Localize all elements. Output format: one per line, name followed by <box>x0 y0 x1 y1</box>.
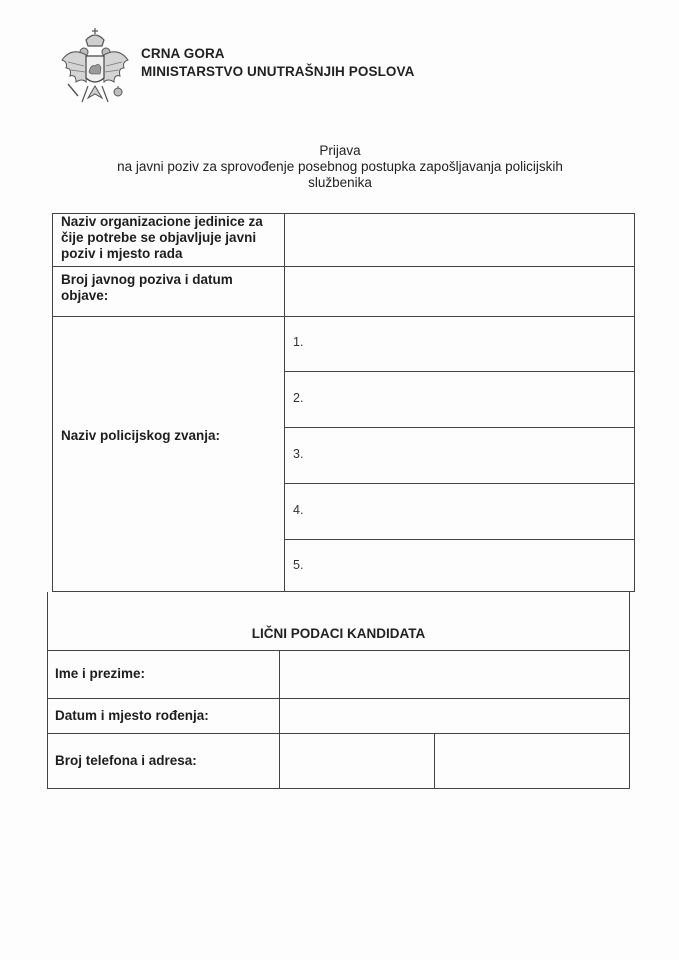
organization-header <box>141 45 414 81</box>
rank-field-1[interactable]: 1. <box>293 335 304 349</box>
title-line-3: službenika <box>308 175 372 190</box>
document-title <box>40 143 640 191</box>
montenegro-coat-of-arms-icon <box>58 26 132 112</box>
row-divider <box>53 316 634 317</box>
address-field[interactable] <box>435 734 629 788</box>
title-line-1: Prijava <box>319 143 361 158</box>
contact-label: Broj telefona i adresa: <box>55 753 197 768</box>
personal-data-table <box>47 650 630 789</box>
birth-field[interactable] <box>280 699 629 733</box>
ministry-name: MINISTARSTVO UNUTRAŠNJIH POSLOVA <box>141 64 415 79</box>
personal-data-section <box>47 592 630 651</box>
rank-row-divider <box>284 371 634 372</box>
rank-row-divider <box>284 483 634 484</box>
call-number-field[interactable] <box>285 267 634 316</box>
rank-row-divider <box>284 539 634 540</box>
rank-label: Naziv policijskog zvanja: <box>61 428 221 443</box>
org-unit-label: Naziv organizacione jedinice za čije potrebe se objavljuje javni poziv i mjesto rada <box>61 214 263 261</box>
application-details-table <box>52 213 635 592</box>
name-label: Ime i prezime: <box>55 666 146 681</box>
org-unit-field[interactable] <box>285 214 634 266</box>
name-field[interactable] <box>280 651 629 698</box>
title-line-2: na javni poziv za sprovođenje posebnog postupka zapošljavanja policijskih <box>117 159 563 174</box>
birth-label: Datum i mjesto rođenja: <box>55 708 209 723</box>
phone-field[interactable] <box>280 734 434 788</box>
rank-field-3[interactable]: 3. <box>293 447 304 461</box>
rank-field-5[interactable]: 5. <box>293 558 304 572</box>
rank-field-2[interactable]: 2. <box>293 391 304 405</box>
rank-field-4[interactable]: 4. <box>293 503 304 517</box>
call-number-label: Broj javnog poziva i datum objave: <box>61 272 233 303</box>
rank-row-divider <box>284 427 634 428</box>
country-name: CRNA GORA <box>141 46 225 61</box>
section-title: LIČNI PODACI KANDIDATA <box>251 626 426 641</box>
